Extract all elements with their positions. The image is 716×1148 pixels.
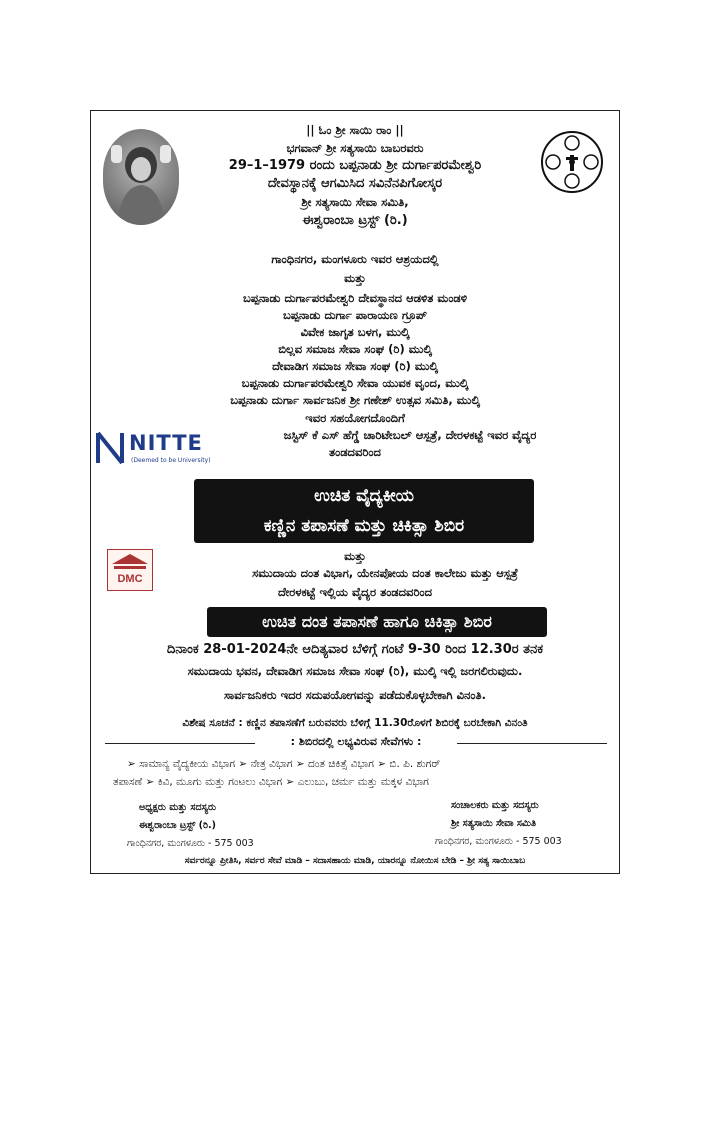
special-notice-text: ವಿಶೇಷ ಸೂಚನೆ : ಕಣ್ಣಿನ ತಪಾಸಣೆಗೆ ಬರುವವರು ಬೆಳಿಗ್ಗೆ 11.30ರೊಳಗೆ ಶಿಬಿರಕ್ಕೆ ಬರಬೇಕಾಗಿ ವಿನಂತಿ [182, 717, 528, 729]
eye-camp-title-2: ಕಣ್ಣಿನ ತಪಾಸಣೆ ಮತ್ತು ಚಿಕಿತ್ಸಾ ಶಿಬಿರ [263, 516, 465, 536]
collaboration-text: ಇವರ ಸಹಯೋಗದೊಂದಿಗೆ [305, 411, 405, 425]
services-rule-left [105, 743, 255, 744]
organizer-line: ಬಪ್ಪನಾಡು ದುರ್ಗಾ ಸಾರ್ವಜನಿಕ ಶ್ರೀ ಗಣೇಶ್ ಉತ್ಸವ ಸಮಿತಿ, ಮುಲ್ಕಿ [230, 393, 480, 407]
header-line-2: 29–1–1979 ರಂದು ಬಪ್ಪನಾಡು ಶ್ರೀ ದುರ್ಗಾಪರಮೇಶ್ವರಿ [228, 158, 482, 173]
nitte-subtitle: (Deemed to be University) [131, 457, 211, 464]
services-row-2: ತಪಾಸಣೆ ➢ ಕಿವಿ, ಮೂಗು ಮತ್ತು ಗಂಟಲು ವಿಭಾಗ ➢ ಎಲುಬು, ಚರ್ಮ ಮತ್ತು ಮಕ್ಕಳ ವಿಭಾಗ [113, 776, 429, 788]
dental-line-1: ಸಮುದಾಯ ದಂತ ವಿಭಾಗ, ಯೇನಪೋಯ ದಂತ ಕಾಲೇಜು ಮತ್ತು ಆಸ್ಪತ್ರೆ [252, 566, 518, 580]
header-line-1: ಭಗವಾನ್ ಶ್ರೀ ಸತ್ಯಸಾಯಿ ಬಾಬರವರು [286, 141, 424, 155]
services-heading: : ಶಿಬಿರದಲ್ಲಿ ಲಭ್ಯವಿರುವ ಸೇವೆಗಳು : [290, 735, 422, 748]
and-text-2: ಮತ್ತು [344, 549, 366, 563]
eye-camp-banner [194, 479, 534, 543]
invocation-text: || ಓಂ ಶ್ರೀ ಸಾಯಿ ರಾಂ || [306, 123, 404, 137]
footer-left-line-3: ಗಾಂಧಿನಗರ, ಮಂಗಳೂರು - 575 003 [127, 838, 254, 849]
dmc-letters: DMC [117, 573, 143, 585]
header-line-5: ಈಶ್ವರಾಂಬಾ ಟ್ರಸ್ಟ್ (ರಿ.) [302, 213, 408, 228]
nitte-name: NITTE [129, 431, 203, 455]
organizer-line: ಬಿಲ್ಲವ ಸಮಾಜ ಸೇವಾ ಸಂಘ (ರಿ) ಮುಲ್ಕಿ [278, 342, 432, 356]
header-line-4: ಶ್ರೀ ಸತ್ಯಸಾಯಿ ಸೇವಾ ಸಮಿತಿ, [301, 195, 409, 209]
footer-right-line-1: ಸಂಚಾಲಕರು ಮತ್ತು ಸದಸ್ಯರು [451, 800, 539, 811]
organizer-line: ಬಪ್ಪನಾಡು ದುರ್ಗಾಪರಮೇಶ್ವರಿ ಸೇವಾ ಯುವಕ ವೃಂದ, ಮುಲ್ಕಿ [241, 376, 469, 390]
dental-logo-icon [108, 550, 152, 590]
poster-frame [90, 110, 620, 874]
footer-left-line-1: ಅಧ್ಯಕ್ಷರು ಮತ್ತು ಸದಸ್ಯರು [139, 802, 217, 813]
organizer-line: ಬಪ್ಪನಾಡು ದುರ್ಗಾ ಪಾರಾಯಣ ಗ್ರೂಪ್ [282, 308, 428, 322]
nitte-n-icon [95, 431, 125, 465]
hospital-line: ಜಸ್ಟಿಸ್ ಕೆ ಎಸ್ ಹೆಗ್ಡೆ ಚಾರಿಟೇಬಲ್ ಆಸ್ಪತ್ರೆ, ದೇರಳಕಟ್ಟೆ ಇವರ ವೈದ್ಯರ [283, 428, 537, 442]
venue-text: ಸಮುದಾಯ ಭವನ, ದೇವಾಡಿಗ ಸಮಾಜ ಸೇವಾ ಸಂಘ (ರಿ), ಮುಲ್ಕಿ ಇಲ್ಲಿ ಜರಗಲಿರುವುದು. [187, 664, 523, 678]
team-text: ತಂಡದವರಿಂದ [329, 445, 381, 459]
footer-right-line-2: ಶ್ರೀ ಸತ್ಯಸಾಯಿ ಸೇವಾ ಸಮಿತಿ [451, 818, 537, 829]
appeal-text: ಸಾರ್ವಜನಿಕರು ಇದರ ಸದುಪಯೋಗವನ್ನು ಪಡೆದುಕೊಳ್ಳಬೇಕಾಗಿ ವಿನಂತಿ. [224, 688, 486, 702]
organizer-line: ಬಪ್ಪನಾಡು ದುರ್ಗಾಪರಮೇಶ್ವರಿ ದೇವಸ್ಥಾನದ ಆಡಳಿತ ಮಂಡಳಿ [242, 291, 468, 305]
header-line-6: ಗಾಂಧಿನಗರ, ಮಂಗಳೂರು ಇವರ ಆಶ್ರಯದಲ್ಲಿ [271, 252, 439, 266]
footer-right-line-3: ಗಾಂಧಿನಗರ, ಮಂಗಳೂರು - 575 003 [435, 836, 562, 847]
nitte-logo [95, 429, 211, 473]
eye-camp-title-1: ಉಚಿತ ವೈದ್ಯಕೀಯ [314, 486, 414, 506]
organizer-line: ದೇವಾಡಿಗ ಸಮಾಜ ಸೇವಾ ಸಂಘ (ರಿ) ಮುಲ್ಕಿ [272, 359, 438, 373]
footer-left-line-2: ಈಶ್ವರಾಂಬಾ ಟ್ರಸ್ಟ್ (ರಿ.) [139, 820, 216, 831]
dental-line-2: ದೇರಳಕಟ್ಟೆ ಇಲ್ಲಿಯ ವೈದ್ಯರ ತಂಡದವರಿಂದ [277, 585, 433, 599]
services-row-1: ➢ ಸಾಮಾನ್ಯ ವೈದ್ಯಕೀಯ ವಿಭಾಗ ➢ ನೇತ್ರ ವಿಭಾಗ ➢ ದಂತ ಚಿಕಿತ್ಸೆ ವಿಭಾಗ ➢ ಬಿ. ಪಿ. ಶುಗರ್ [127, 758, 441, 770]
date-time-text: ದಿನಾಂಕ 28-01-2024ನೇ ಆದಿತ್ಯವಾರ ಬೆಳಿಗ್ಗೆ ಗಂಟೆ 9-30 ರಿಂದ 12.30ರ ತನಕ [166, 642, 544, 657]
and-text-1: ಮತ್ತು [344, 271, 366, 285]
organizer-line: ವಿವೇಕ ಜಾಗೃತ ಬಳಗ, ಮುಲ್ಕಿ [300, 325, 410, 339]
motto-text: ಸರ್ವರನ್ನೂ ಪ್ರೀತಿಸಿ, ಸರ್ವರ ಸೇವೆ ಮಾಡಿ – ಸದಾಸಹಾಯ ಮಾಡಿ, ಯಾರನ್ನೂ ನೋಯಿಸ ಬೇಡಿ – ಶ್ರೀ ಸತ್ಯ ಸಾಯಿಬಾಬ [184, 856, 526, 866]
header-line-3: ದೇವಸ್ಥಾನಕ್ಕೆ ಆಗಮಿಸಿದ ಸವಿನೆನಪಿಗೋಸ್ಕರ [267, 176, 443, 191]
dental-camp-banner: ಉಚಿತ ದಂತ ತಪಾಸಣೆ ಹಾಗೂ ಚಿಕಿತ್ಸಾ ಶಿಬಿರ [207, 607, 547, 637]
services-rule-right [457, 743, 607, 744]
